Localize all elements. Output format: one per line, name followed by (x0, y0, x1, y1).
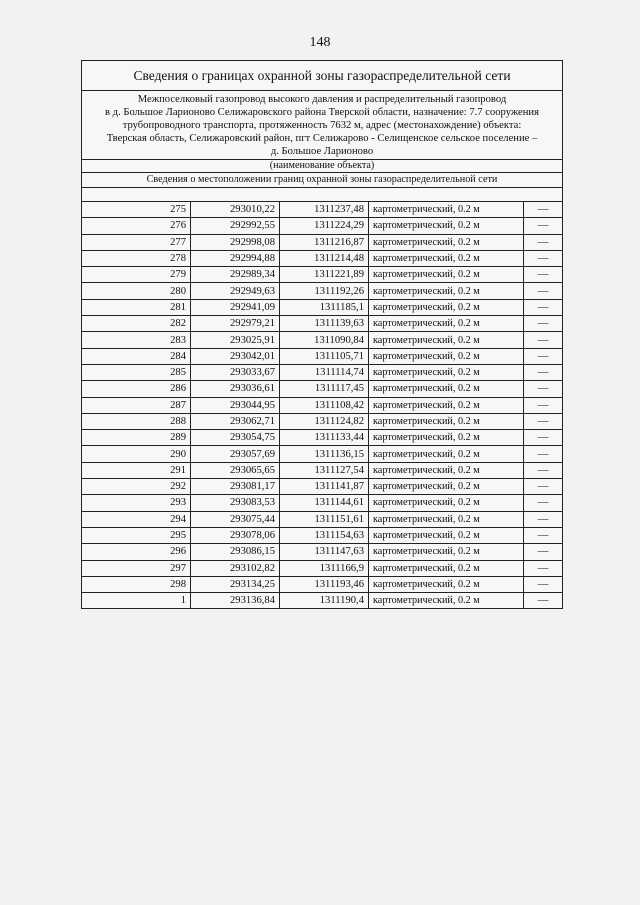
method-accuracy-cell: картометрический, 0.2 м (369, 364, 524, 380)
y-coordinate-cell: 1311114,74 (280, 364, 369, 380)
y-coordinate-cell: 1311090,84 (280, 332, 369, 348)
description-cell: — (524, 299, 563, 315)
x-coordinate-cell: 293081,17 (191, 479, 280, 495)
y-coordinate-cell: 1311117,45 (280, 381, 369, 397)
x-coordinate-cell: 293065,65 (191, 462, 280, 478)
table-row (82, 316, 562, 332)
y-coordinate-cell: 1311141,87 (280, 479, 369, 495)
point-number-cell: 280 (82, 283, 191, 299)
y-coordinate-cell: 1311214,48 (280, 250, 369, 266)
table-row (82, 250, 562, 266)
table-row (82, 348, 562, 364)
method-accuracy-cell: картометрический, 0.2 м (369, 511, 524, 527)
x-coordinate-cell: 293102,82 (191, 560, 280, 576)
y-coordinate-cell: 1311136,15 (280, 446, 369, 462)
blank-row (82, 188, 562, 201)
document-title: Сведения о границах охранной зоны газораспределительной сети (82, 61, 562, 91)
point-number-cell: 285 (82, 364, 191, 380)
x-coordinate-cell: 292979,21 (191, 316, 280, 332)
coordinates-table (82, 201, 562, 608)
document-sheet (81, 60, 563, 609)
x-coordinate-cell: 293075,44 (191, 511, 280, 527)
y-coordinate-cell: 1311127,54 (280, 462, 369, 478)
y-coordinate-cell: 1311154,63 (280, 527, 369, 543)
y-coordinate-cell: 1311166,9 (280, 560, 369, 576)
point-number-cell: 292 (82, 479, 191, 495)
description-cell: — (524, 250, 563, 266)
point-number-cell: 297 (82, 560, 191, 576)
description-cell: — (524, 446, 563, 462)
description-cell: — (524, 267, 563, 283)
description-cell: — (524, 527, 563, 543)
y-coordinate-cell: 1311124,82 (280, 413, 369, 429)
method-accuracy-cell: картометрический, 0.2 м (369, 397, 524, 413)
point-number-cell: 283 (82, 332, 191, 348)
x-coordinate-cell: 293057,69 (191, 446, 280, 462)
object-description-line: трубопроводного транспорта, протяженность 7632 м, адрес (местонахождение) объекта: (122, 120, 522, 131)
table-row (82, 299, 562, 315)
method-accuracy-cell: картометрический, 0.2 м (369, 593, 524, 609)
point-number-cell: 296 (82, 544, 191, 560)
table-row (82, 381, 562, 397)
description-cell: — (524, 381, 563, 397)
table-row (82, 364, 562, 380)
object-description-line: Межпоселковый газопровод высокого давления и распределительный газопровод (137, 94, 507, 105)
y-coordinate-cell: 1311105,71 (280, 348, 369, 364)
method-accuracy-cell: картометрический, 0.2 м (369, 218, 524, 234)
table-row (82, 527, 562, 543)
point-number-cell: 293 (82, 495, 191, 511)
table-row (82, 267, 562, 283)
y-coordinate-cell: 1311216,87 (280, 234, 369, 250)
description-cell: — (524, 430, 563, 446)
table-row (82, 462, 562, 478)
x-coordinate-cell: 293010,22 (191, 202, 280, 218)
table-row (82, 283, 562, 299)
point-number-cell: 289 (82, 430, 191, 446)
x-coordinate-cell: 292989,34 (191, 267, 280, 283)
point-number-cell: 295 (82, 527, 191, 543)
point-number-cell: 298 (82, 576, 191, 592)
method-accuracy-cell: картометрический, 0.2 м (369, 462, 524, 478)
table-row (82, 413, 562, 429)
method-accuracy-cell: картометрический, 0.2 м (369, 381, 524, 397)
table-row (82, 234, 562, 250)
y-coordinate-cell: 1311192,26 (280, 283, 369, 299)
section-header: Сведения о местоположении границ охранной зоны газораспределительной сети (82, 173, 562, 188)
point-number-cell: 288 (82, 413, 191, 429)
table-row (82, 479, 562, 495)
x-coordinate-cell: 292994,88 (191, 250, 280, 266)
description-cell: — (524, 316, 563, 332)
x-coordinate-cell: 293136,84 (191, 593, 280, 609)
point-number-cell: 294 (82, 511, 191, 527)
y-coordinate-cell: 1311139,63 (280, 316, 369, 332)
method-accuracy-cell: картометрический, 0.2 м (369, 430, 524, 446)
method-accuracy-cell: картометрический, 0.2 м (369, 202, 524, 218)
method-accuracy-cell: картометрический, 0.2 м (369, 479, 524, 495)
y-coordinate-cell: 1311151,61 (280, 511, 369, 527)
table-row (82, 202, 562, 218)
page-number: 148 (309, 35, 331, 50)
description-cell: — (524, 576, 563, 592)
x-coordinate-cell: 293083,53 (191, 495, 280, 511)
method-accuracy-cell: картометрический, 0.2 м (369, 527, 524, 543)
object-description-line: в д. Большое Ларионово Селижаровского района Тверской области, назначение: 7.7 сооружения (105, 107, 539, 118)
table-row (82, 332, 562, 348)
object-description-line: Тверская область, Селижаровский район, пгт Селижарово - Селищенское сельское поселение – (106, 133, 538, 144)
description-cell: — (524, 413, 563, 429)
object-name-caption: (наименование объекта) (82, 160, 562, 173)
y-coordinate-cell: 1311221,89 (280, 267, 369, 283)
method-accuracy-cell: картометрический, 0.2 м (369, 299, 524, 315)
x-coordinate-cell: 293036,61 (191, 381, 280, 397)
description-cell: — (524, 560, 563, 576)
point-number-cell: 290 (82, 446, 191, 462)
x-coordinate-cell: 293134,25 (191, 576, 280, 592)
description-cell: — (524, 348, 563, 364)
description-cell: — (524, 364, 563, 380)
point-number-cell: 278 (82, 250, 191, 266)
y-coordinate-cell: 1311144,61 (280, 495, 369, 511)
x-coordinate-cell: 293033,67 (191, 364, 280, 380)
method-accuracy-cell: картометрический, 0.2 м (369, 348, 524, 364)
point-number-cell: 276 (82, 218, 191, 234)
point-number-cell: 279 (82, 267, 191, 283)
description-cell: — (524, 495, 563, 511)
y-coordinate-cell: 1311193,46 (280, 576, 369, 592)
x-coordinate-cell: 293054,75 (191, 430, 280, 446)
description-cell: — (524, 218, 563, 234)
description-cell: — (524, 283, 563, 299)
description-cell: — (524, 479, 563, 495)
description-cell: — (524, 462, 563, 478)
point-number-cell: 287 (82, 397, 191, 413)
method-accuracy-cell: картометрический, 0.2 м (369, 267, 524, 283)
point-number-cell: 291 (82, 462, 191, 478)
y-coordinate-cell: 1311108,42 (280, 397, 369, 413)
y-coordinate-cell: 1311224,29 (280, 218, 369, 234)
table-row (82, 511, 562, 527)
x-coordinate-cell: 292941,09 (191, 299, 280, 315)
point-number-cell: 286 (82, 381, 191, 397)
description-cell: — (524, 234, 563, 250)
object-description-line: д. Большое Ларионово (270, 146, 374, 157)
table-row (82, 544, 562, 560)
y-coordinate-cell: 1311133,44 (280, 430, 369, 446)
object-description (82, 91, 562, 160)
x-coordinate-cell: 293078,06 (191, 527, 280, 543)
x-coordinate-cell: 293025,91 (191, 332, 280, 348)
method-accuracy-cell: картометрический, 0.2 м (369, 560, 524, 576)
method-accuracy-cell: картометрический, 0.2 м (369, 413, 524, 429)
method-accuracy-cell: картометрический, 0.2 м (369, 283, 524, 299)
method-accuracy-cell: картометрический, 0.2 м (369, 332, 524, 348)
table-row (82, 495, 562, 511)
method-accuracy-cell: картометрический, 0.2 м (369, 544, 524, 560)
method-accuracy-cell: картометрический, 0.2 м (369, 446, 524, 462)
description-cell: — (524, 332, 563, 348)
y-coordinate-cell: 1311237,48 (280, 202, 369, 218)
y-coordinate-cell: 1311190,4 (280, 593, 369, 609)
description-cell: — (524, 544, 563, 560)
description-cell: — (524, 593, 563, 609)
point-number-cell: 281 (82, 299, 191, 315)
point-number-cell: 275 (82, 202, 191, 218)
description-cell: — (524, 397, 563, 413)
x-coordinate-cell: 293062,71 (191, 413, 280, 429)
x-coordinate-cell: 293042,01 (191, 348, 280, 364)
point-number-cell: 284 (82, 348, 191, 364)
table-row (82, 576, 562, 592)
table-row (82, 593, 562, 609)
x-coordinate-cell: 293086,15 (191, 544, 280, 560)
y-coordinate-cell: 1311185,1 (280, 299, 369, 315)
method-accuracy-cell: картометрический, 0.2 м (369, 576, 524, 592)
method-accuracy-cell: картометрический, 0.2 м (369, 495, 524, 511)
point-number-cell: 282 (82, 316, 191, 332)
y-coordinate-cell: 1311147,63 (280, 544, 369, 560)
method-accuracy-cell: картометрический, 0.2 м (369, 250, 524, 266)
description-cell: — (524, 511, 563, 527)
table-row (82, 430, 562, 446)
table-row (82, 446, 562, 462)
x-coordinate-cell: 292998,08 (191, 234, 280, 250)
method-accuracy-cell: картометрический, 0.2 м (369, 234, 524, 250)
table-row (82, 397, 562, 413)
x-coordinate-cell: 292992,55 (191, 218, 280, 234)
description-cell: — (524, 202, 563, 218)
method-accuracy-cell: картометрический, 0.2 м (369, 316, 524, 332)
table-row (82, 560, 562, 576)
x-coordinate-cell: 292949,63 (191, 283, 280, 299)
point-number-cell: 1 (82, 593, 191, 609)
table-row (82, 218, 562, 234)
point-number-cell: 277 (82, 234, 191, 250)
x-coordinate-cell: 293044,95 (191, 397, 280, 413)
